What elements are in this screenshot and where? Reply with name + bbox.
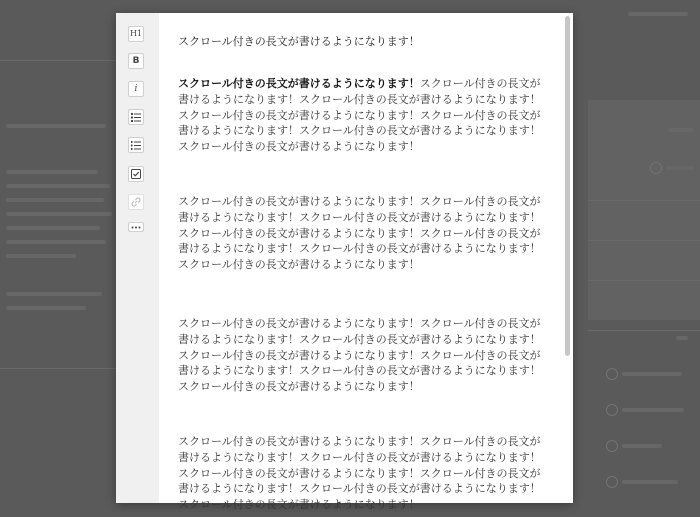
background-radio-icon (606, 476, 618, 488)
background-text-line (6, 306, 86, 310)
background-divider (0, 368, 116, 369)
background-text-line (622, 408, 684, 412)
editor-heading[interactable]: スクロール付きの長文が書けるようになります！ (178, 35, 420, 48)
background-text-line (622, 444, 662, 448)
background-text-line (666, 166, 694, 170)
list-numbered-icon (131, 141, 141, 150)
background-text-line (668, 128, 694, 132)
more-horizontal-icon (131, 226, 141, 229)
background-text-line (6, 124, 106, 128)
more-options-button[interactable] (128, 222, 144, 232)
background-divider (588, 200, 700, 201)
background-divider (588, 240, 700, 241)
background-text-line (6, 212, 112, 216)
background-sidebar-panel (588, 100, 700, 320)
background-text-line (622, 480, 678, 484)
background-text-line (6, 226, 100, 230)
background-radio-icon (606, 404, 618, 416)
background-text-line (6, 198, 104, 202)
italic-button[interactable] (128, 81, 144, 97)
background-radio-icon (606, 440, 618, 452)
background-text-line (628, 12, 688, 16)
background-text-line (6, 292, 102, 296)
background-radio-icon (650, 162, 662, 174)
scrollbar-thumb[interactable] (565, 16, 570, 356)
checkbox-button[interactable] (128, 166, 144, 182)
background-divider (588, 330, 700, 331)
background-divider (0, 60, 116, 61)
editor-paragraph[interactable]: スクロール付きの長文が書けるようになります！スクロール付きの長文が書けるようになります！スクロール付きの長文が書けるようになります！スクロール付きの長文が書けるようになります！スクロール付きの長文が書けるようになります！スクロール付きの長文が書けるようになります！スクロール付きの長文が書けるようになります！ (178, 317, 541, 394)
italic-button-label: i (134, 83, 138, 94)
checkbox-icon (131, 169, 141, 179)
background-text-line (676, 336, 688, 340)
heading-button-label: H1 (129, 29, 143, 38)
numbered-list-button[interactable] (128, 137, 144, 153)
editor-modal (116, 13, 573, 512)
editor-paragraph[interactable]: スクロール付きの長文が書けるようになります！スクロール付きの長文が書けるようになります！スクロール付きの長文が書けるようになります！スクロール付きの長文が書けるようになります！スクロール付きの長文が書けるようになります！スクロール付きの長文が書けるようになります！スクロール付きの長文が書けるようになります！ (178, 435, 541, 512)
editor-content[interactable] (178, 13, 548, 512)
list-bulleted-icon (131, 113, 141, 122)
link-icon (131, 197, 141, 207)
background-text-line (6, 240, 106, 244)
paragraph-text: スクロール付きの長文が書けるようになります！スクロール付きの長文が書けるようになります！スクロール付きの長文が書けるようになります！スクロール付きの長文が書けるようになります！スクロール付きの長文が書けるようになります！スクロール付きの長文が書けるようになります！ (178, 77, 541, 154)
editor-paragraph[interactable]: スクロール付きの長文が書けるようになります！スクロール付きの長文が書けるようになります！スクロール付きの長文が書けるようになります！スクロール付きの長文が書けるようになります！スクロール付きの長文が書けるようになります！スクロール付きの長文が書けるようになります！スクロール付きの長文が書けるようになります！ (178, 195, 541, 272)
background-text-line (6, 184, 110, 188)
heading-button[interactable] (128, 26, 144, 42)
background-radio-icon (606, 368, 618, 380)
vertical-scrollbar[interactable] (562, 13, 573, 503)
editor-toolbar (116, 13, 159, 503)
background-text-line (622, 372, 682, 376)
bullet-list-button[interactable] (128, 109, 144, 125)
bold-button[interactable] (128, 53, 144, 69)
background-text-line (6, 170, 98, 174)
editor-paragraph[interactable] (178, 76, 548, 155)
bold-button-label: B (132, 55, 140, 66)
background-text-line (6, 254, 76, 258)
background-divider (588, 280, 700, 281)
link-button[interactable] (128, 194, 144, 210)
bold-text: スクロール付きの長文が書けるようになります！ (178, 77, 420, 90)
